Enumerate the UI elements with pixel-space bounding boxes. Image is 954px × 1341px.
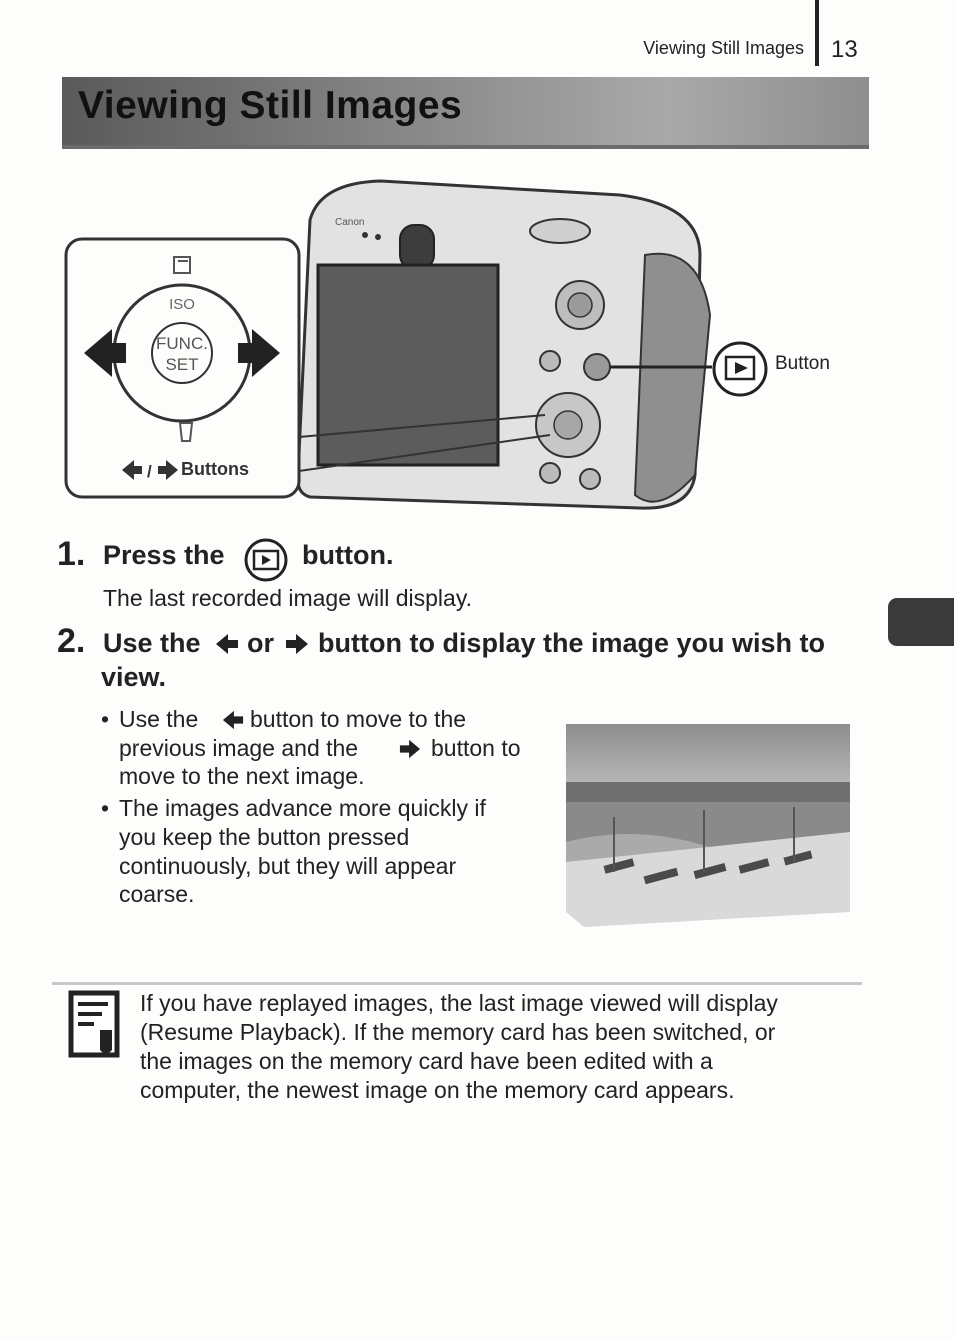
step-2-number: 2. [57,622,86,660]
step-1-heading-prefix: Press the [103,540,225,570]
playback-button-on-camera [584,354,610,380]
bullet-2-line-2: you keep the button pressed [119,824,410,850]
chapter-tab [888,598,954,646]
step-2-heading-b: button to display the image you wish to [318,628,826,658]
bullet-dot-2: • [101,795,110,821]
step-2-heading-c: view. [101,662,167,692]
left-arrow-icon [221,709,245,731]
note-divider [52,982,862,985]
note-line-3: the images on the memory card have been edited with a [140,1048,713,1074]
bullet-2-line-3: continuously, but they will appear [119,853,457,879]
lcd-screen [318,265,498,465]
indicator-dot-1 [362,232,368,238]
playback-button-caption: Button [775,353,830,374]
note-line-4: computer, the newest image on the memory card appears. [140,1077,735,1103]
playback-button-icon [243,538,289,584]
bullet-1-a: Use the [119,706,199,732]
dial-set-label: SET [165,355,199,374]
right-arrow-icon [398,738,422,760]
control-dial-center [554,411,582,439]
header-rule [815,0,819,66]
camera-illustration [60,175,860,515]
shutter-button [530,219,590,243]
step-2-heading-a: Use the [103,628,201,658]
bullet-1-b: button to move to the [250,706,467,732]
step-1-body: The last recorded image will display. [103,585,473,611]
camera-grip [635,254,710,502]
note-line-2: (Resume Playback). If the memory card has been switched, or [140,1019,776,1045]
indicator-dot-2 [375,234,381,240]
left-arrow-icon [214,632,240,656]
beach-photo [564,722,852,930]
face-button [540,351,560,371]
step-1-number: 1. [57,535,86,573]
step-1-heading-suffix: button. [302,540,394,570]
display-button [540,463,560,483]
memo-icon [68,990,124,1060]
bullet-2-line-1: The images advance more quickly if [119,795,486,821]
note-line-1: If you have replayed images, the last image viewed will display [140,990,778,1016]
dial-iso-label: ISO [169,296,195,313]
bullet-1-c: previous image and the [119,735,359,761]
right-arrow-icon [284,632,310,656]
arrow-buttons-caption: Buttons [181,459,249,479]
bullet-1-d: button to [431,735,521,761]
bullet-2-line-4: coarse. [119,881,195,907]
flash-window [400,225,434,269]
running-header: Viewing Still Images [643,38,804,58]
step-2-heading-or: or [247,628,274,658]
brand-label: Canon [335,217,365,228]
bullet-1-e: move to the next image. [119,763,365,789]
page-number: 13 [831,36,858,63]
mode-dial-inner [568,293,592,317]
bullet-dot-1: • [101,706,110,732]
page-title: Viewing Still Images [78,84,463,127]
menu-button [580,469,600,489]
dial-func-label: FUNC. [156,334,208,353]
caption-slash: / [147,462,152,481]
